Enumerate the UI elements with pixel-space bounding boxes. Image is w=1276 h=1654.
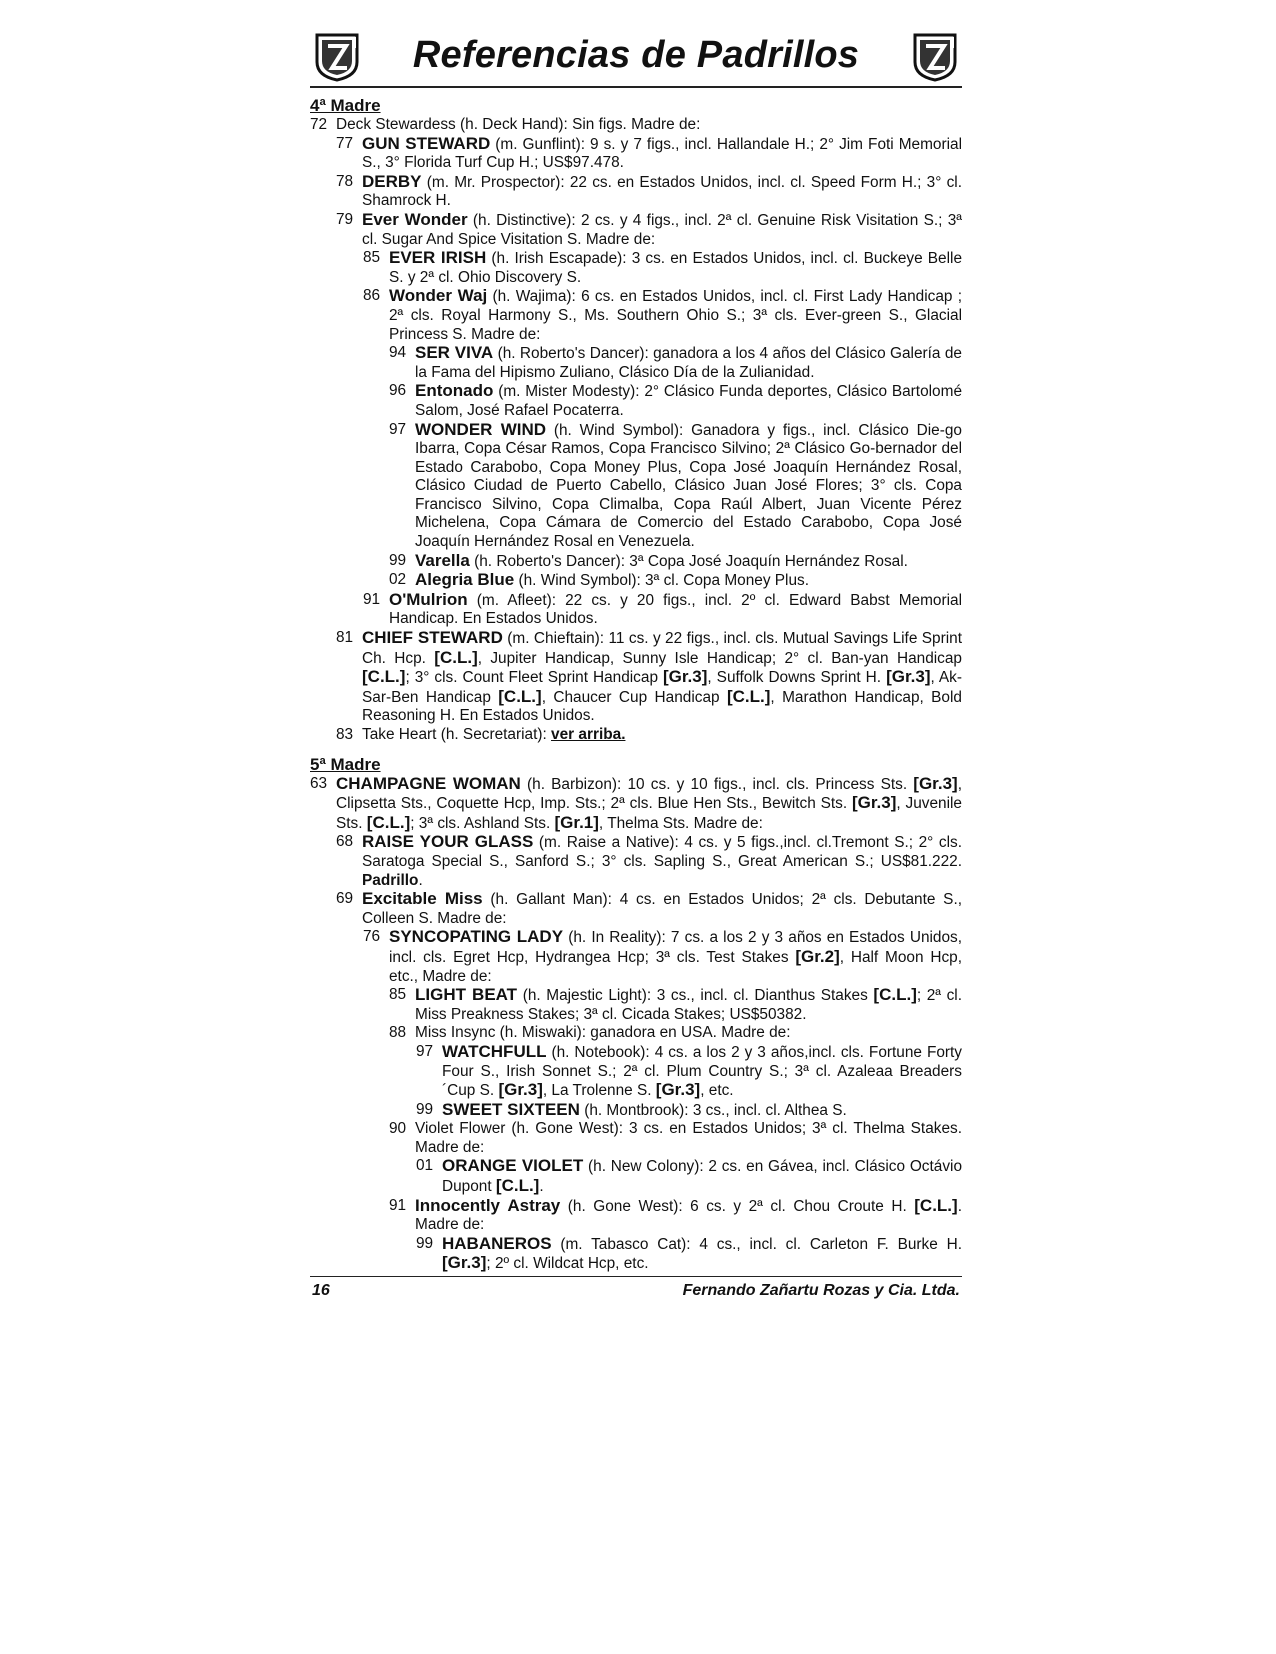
horse-name: Wonder Waj <box>389 286 488 306</box>
page-number: 16 <box>312 1282 330 1300</box>
entry-text: Miss Insync (h. Miswaki): ganadora en USA. Madre de: <box>415 1024 791 1042</box>
entry-year: 94 <box>389 344 407 362</box>
entry-text: , Thelma Sts. Madre de: <box>598 814 763 832</box>
horse-name: HABANEROS <box>442 1233 552 1253</box>
entry-text: , Juvenile Sts. <box>336 795 962 832</box>
race-grade: [C.L.] <box>914 1195 958 1215</box>
entry-text: Deck Stewardess (h. Deck Hand): Sin figs. Madre de: <box>336 116 701 133</box>
horse-name: SWEET SIXTEEN <box>442 1099 580 1119</box>
page-footer <box>310 1276 962 1303</box>
entry-text: (m. Mr. Prospector): 22 cs. en Estados Unidos, incl. cl. Speed Form H.; 3° cl. Shamrock H. <box>362 173 962 210</box>
entry-year: 68 <box>336 833 354 851</box>
entry-text: (h. Gallant Man): 4 cs. en Estados Unidos; 2ª cls. Debutante S., Colleen S. Madre de: <box>362 891 962 927</box>
entry-text: (m. Afleet): 22 cs. y 20 figs., incl. 2º cl. Edward Babst Memorial Handicap. En Estados Unidos. <box>389 591 962 628</box>
entry-year: 72 <box>310 116 328 133</box>
horse-name: Alegria Blue <box>415 570 515 590</box>
horse-name: SER VIVA <box>415 343 494 363</box>
section-heading-4a-madre: 4ª Madre <box>310 96 381 115</box>
entry-year: 77 <box>336 134 354 152</box>
entry-text: ; 2º cl. Wildcat Hcp, etc. <box>486 1255 649 1273</box>
entry-text: Violet Flower (h. Gone West): 3 cs. en Estados Unidos; 3ª cl. Thelma Stakes. Madre de: <box>415 1120 962 1156</box>
race-grade: [Gr.1] <box>554 812 599 832</box>
entry-year: 99 <box>389 551 407 569</box>
entry-text: (m. Tabasco Cat): 4 cs., incl. cl. Carleton F. Burke H. <box>551 1235 962 1253</box>
race-grade: [Gr.3] <box>442 1253 487 1273</box>
entry-year: 69 <box>336 890 354 908</box>
pedigree-entry <box>310 773 962 834</box>
entry-text: , Clipsetta Sts., Coquette Hcp, Imp. Sts.; 2ª cls. Blue Hen Sts., Bewitch Sts. <box>336 775 962 813</box>
pedigree-entry <box>389 1120 962 1157</box>
entry-year: 81 <box>336 629 354 647</box>
entry-year: 97 <box>416 1042 434 1060</box>
pedigree-entry <box>363 927 963 986</box>
horse-name: Excitable Miss <box>362 889 483 909</box>
entry-text: , Ak-Sar-Ben Handicap <box>362 669 962 706</box>
entry-text: (h. Wind Symbol): Ganadora y figs., incl. Clásico Die-go Ibarra, Copa César Ramos, Copa Francisco Silvino; 2ª Clásico Go-bernador del Estado Carabobo, Copa Money Plus, Copa José Joaquín Hernández Rosal, Clásico Ciudad de Puerto Cabello, Clásico Juan José Flores; 3° cls. Copa Francisco Silvino, Copa Climalba, Copa Raúl Albert, Juan Vicente Pérez Michelena, Copa Cámara de Comercio del Estado Carabobo, Copa José Joaquín Hernández Rosal en Venezuela. <box>415 421 962 551</box>
race-grade: [C.L.] <box>362 667 406 687</box>
shield-logo-icon <box>912 32 958 82</box>
page <box>310 28 962 1303</box>
entry-year: 79 <box>336 210 354 228</box>
entry-year: 99 <box>416 1100 434 1118</box>
race-grade: [C.L.] <box>873 985 917 1005</box>
entry-text: , Jupiter Handicap, Sunny Isle Handicap; 2° cl. Ban-yan Handicap <box>477 649 962 667</box>
entry-text: , Suffolk Downs Sprint H. <box>707 669 887 687</box>
pedigree-entry <box>389 550 962 572</box>
entry-text: (h. Wajima): 6 cs. en Estados Unidos, incl. cl. First Lady Handicap ; 2ª cls. Royal Harmony S., Ms. Southern Ohio S.; 3ª cls. Ever-green S., Glacial Princess S. Madre de: <box>389 288 962 343</box>
pedigree-entry <box>416 1156 963 1196</box>
entry-text: (h. Barbizon): 10 cs. y 10 figs., incl. cls. Princess Sts. <box>520 775 914 793</box>
ver-arriba-reference: ver arriba. <box>551 726 626 743</box>
race-grade: [C.L.] <box>366 812 411 832</box>
entry-text: , Half Moon Hcp, etc., Madre de: <box>389 948 962 985</box>
entry-text: ; 2ª cl. Miss Preakness Stakes; 3ª cl. Cicada Stakes; US$50382. <box>415 987 963 1023</box>
horse-name: DERBY <box>362 171 422 191</box>
entry-text: , Marathon Handicap, Bold Reasoning H. En Estados Unidos. <box>362 688 962 725</box>
entry-year: 76 <box>363 928 381 946</box>
horse-name: Ever Wonder <box>362 209 468 229</box>
horse-name: Varella <box>415 550 470 570</box>
horse-name: EVER IRISH <box>389 248 487 268</box>
entry-text: (h. Wind Symbol): 3ª cl. Copa Money Plus. <box>514 572 810 590</box>
race-grade: [Gr.3] <box>852 793 897 813</box>
pedigree-entry <box>363 248 963 287</box>
entry-text: ; 3ª cls. Ashland Sts. <box>410 814 555 832</box>
pedigree-entry <box>416 1099 962 1121</box>
pedigree-entry <box>389 419 962 552</box>
page-header <box>310 28 962 88</box>
entry-year: 99 <box>416 1234 434 1252</box>
entry-text: (m. Raise a Native): 4 cs. y 5 figs.,incl. cl.Tremont S.; 2° cls. Saratoga Special S., Sanford S.; 3° cls. Sapling S., Great American S.; US$81.222. <box>362 834 962 870</box>
pedigree-entry <box>416 1233 962 1274</box>
race-grade: [C.L.] <box>495 1176 540 1196</box>
entry-year: 85 <box>363 249 381 267</box>
pedigree-entry <box>310 116 962 135</box>
horse-name: WONDER WIND <box>415 419 547 439</box>
horse-name: Innocently Astray <box>415 1195 561 1215</box>
pedigree-entry <box>336 628 962 726</box>
entry-year: 01 <box>416 1157 434 1175</box>
entry-text: (h. Montbrook): 3 cs., incl. cl. Althea S. <box>579 1101 847 1119</box>
entry-year: 78 <box>336 172 354 190</box>
horse-name: O'Mulrion <box>389 589 468 609</box>
horse-name: Entonado <box>415 381 494 401</box>
race-grade: [Gr.3] <box>663 667 708 687</box>
pedigree-entry <box>363 589 962 629</box>
pedigree-entry <box>336 889 962 928</box>
entry-year: 86 <box>363 287 381 305</box>
pedigree-entry <box>389 381 962 420</box>
pedigree-entry <box>336 171 962 211</box>
entry-year: 91 <box>389 1196 407 1214</box>
pedigree-entry <box>389 1024 962 1043</box>
entry-text: , etc. <box>700 1082 734 1100</box>
entry-text: (m. Mister Modesty): 2° Clásico Funda deportes, Clásico Bartolomé Salom, José Rafael Pocaterra. <box>415 383 962 419</box>
race-grade: [Gr.3] <box>886 667 931 687</box>
horse-name: LIGHT BEAT <box>415 985 518 1005</box>
pedigree-entry <box>389 985 963 1024</box>
horse-name: ORANGE VIOLET <box>442 1156 584 1176</box>
horse-name: WATCHFULL <box>442 1041 547 1061</box>
horse-name: CHAMPAGNE WOMAN <box>336 773 521 793</box>
entry-text: (h. Majestic Light): 3 cs., incl. cl. Dianthus Stakes <box>517 987 874 1005</box>
entry-text: (h. Roberto's Dancer): 3ª Copa José Joaquín Hernández Rosal. <box>469 552 908 570</box>
entry-year: 02 <box>389 571 407 589</box>
race-grade: [Gr.3] <box>498 1080 543 1100</box>
entry-text: (m. Chieftain): 11 cs. y 22 figs., incl. cls. Mutual Savings Life Sprint Ch. Hcp. <box>362 630 962 667</box>
race-grade: [C.L.] <box>434 647 478 667</box>
pedigree-entry <box>336 832 962 890</box>
pedigree-entry <box>389 570 962 591</box>
entry-text: (h. New Colony): 2 cs. en Gávea, incl. Clásico Octávio Dupont <box>442 1158 963 1196</box>
entry-year: 96 <box>389 382 407 400</box>
entry-text: , La Trolenne S. <box>542 1082 656 1100</box>
race-grade: [Gr.2] <box>795 946 840 966</box>
pedigree-entry <box>389 1195 962 1235</box>
race-grade: [C.L.] <box>726 686 771 706</box>
entry-text: Take Heart (h. Secretariat): <box>362 726 552 743</box>
pedigree-entry <box>336 209 962 249</box>
entry-text: . Madre de: <box>415 1197 962 1234</box>
entry-text: (h. In Reality): 7 cs. a los 2 y 3 años en Estados Unidos, incl. cls. Egret Hcp, Hydrangea Hcp; 3ª cls. Test Stakes <box>389 929 963 966</box>
entry-year: 90 <box>389 1120 407 1138</box>
pedigree-entry <box>389 343 962 382</box>
entry-text: (h. Roberto's Dancer): ganadora a los 4 años del Clásico Galería de la Fama del Hipismo Zuliano, Clásico Día de la Zulianidad. <box>415 345 962 381</box>
pedigree-entry <box>363 286 962 344</box>
horse-name: SYNCOPATING LADY <box>389 927 564 947</box>
pedigree-entry <box>336 133 963 173</box>
horse-name: RAISE YOUR GLASS <box>362 832 534 852</box>
pedigree-entry <box>416 1041 962 1101</box>
entry-text: . <box>539 1178 544 1196</box>
entry-year: 91 <box>363 590 381 608</box>
entry-text: ; 3° cls. Count Fleet Sprint Handicap <box>405 669 663 687</box>
entry-year: 97 <box>389 420 407 438</box>
horse-name: CHIEF STEWARD <box>362 628 503 648</box>
entry-year: 63 <box>310 774 328 792</box>
entry-year: 83 <box>336 726 354 743</box>
entry-text: , Chaucer Cup Handicap <box>541 688 727 706</box>
entry-text: (h. Irish Escapade): 3 cs. en Estados Unidos, incl. cl. Buckeye Belle S. y 2ª cl. Ohio Discovery S. <box>389 250 963 286</box>
race-grade: [C.L.] <box>498 686 542 706</box>
footer-company: Fernando Zañartu Rozas y Cia. Ltda. <box>682 1282 960 1300</box>
race-grade: [Gr.3] <box>913 773 958 793</box>
padrillo-label: Padrillo <box>362 871 419 889</box>
entry-text: (h. Distinctive): 2 cs. y 4 figs., incl. 2ª cl. Genuine Risk Visitation S.; 3ª cl. Sugar And Spice Visitation S. Madre de: <box>362 211 962 248</box>
page-title: Referencias de Padrillos <box>412 34 860 76</box>
pedigree-entry <box>336 726 962 745</box>
entry-text: (m. Gunflint): 9 s. y 7 figs., incl. Hallandale H.; 2° Jim Foti Memorial S., 3° Florida Turf Cup H.; US$97.478. <box>362 135 963 172</box>
entry-year: 85 <box>389 986 407 1004</box>
entry-text: (h. Gone West): 6 cs. y 2ª cl. Chou Croute H. <box>560 1197 915 1215</box>
entry-text: (h. Notebook): 4 cs. a los 2 y 3 años,incl. cls. Fortune Forty Four S., Irish Sonnet S.; 2ª cl. Plum Country S.; 3ª cl. Azaleaa Breaders´Cup S. <box>442 1043 962 1100</box>
horse-name: GUN STEWARD <box>362 133 491 153</box>
race-grade: [Gr.3] <box>655 1080 701 1100</box>
entry-text: . <box>418 871 423 889</box>
entry-year: 88 <box>389 1024 407 1042</box>
section-heading-5a-madre: 5ª Madre <box>310 754 381 774</box>
